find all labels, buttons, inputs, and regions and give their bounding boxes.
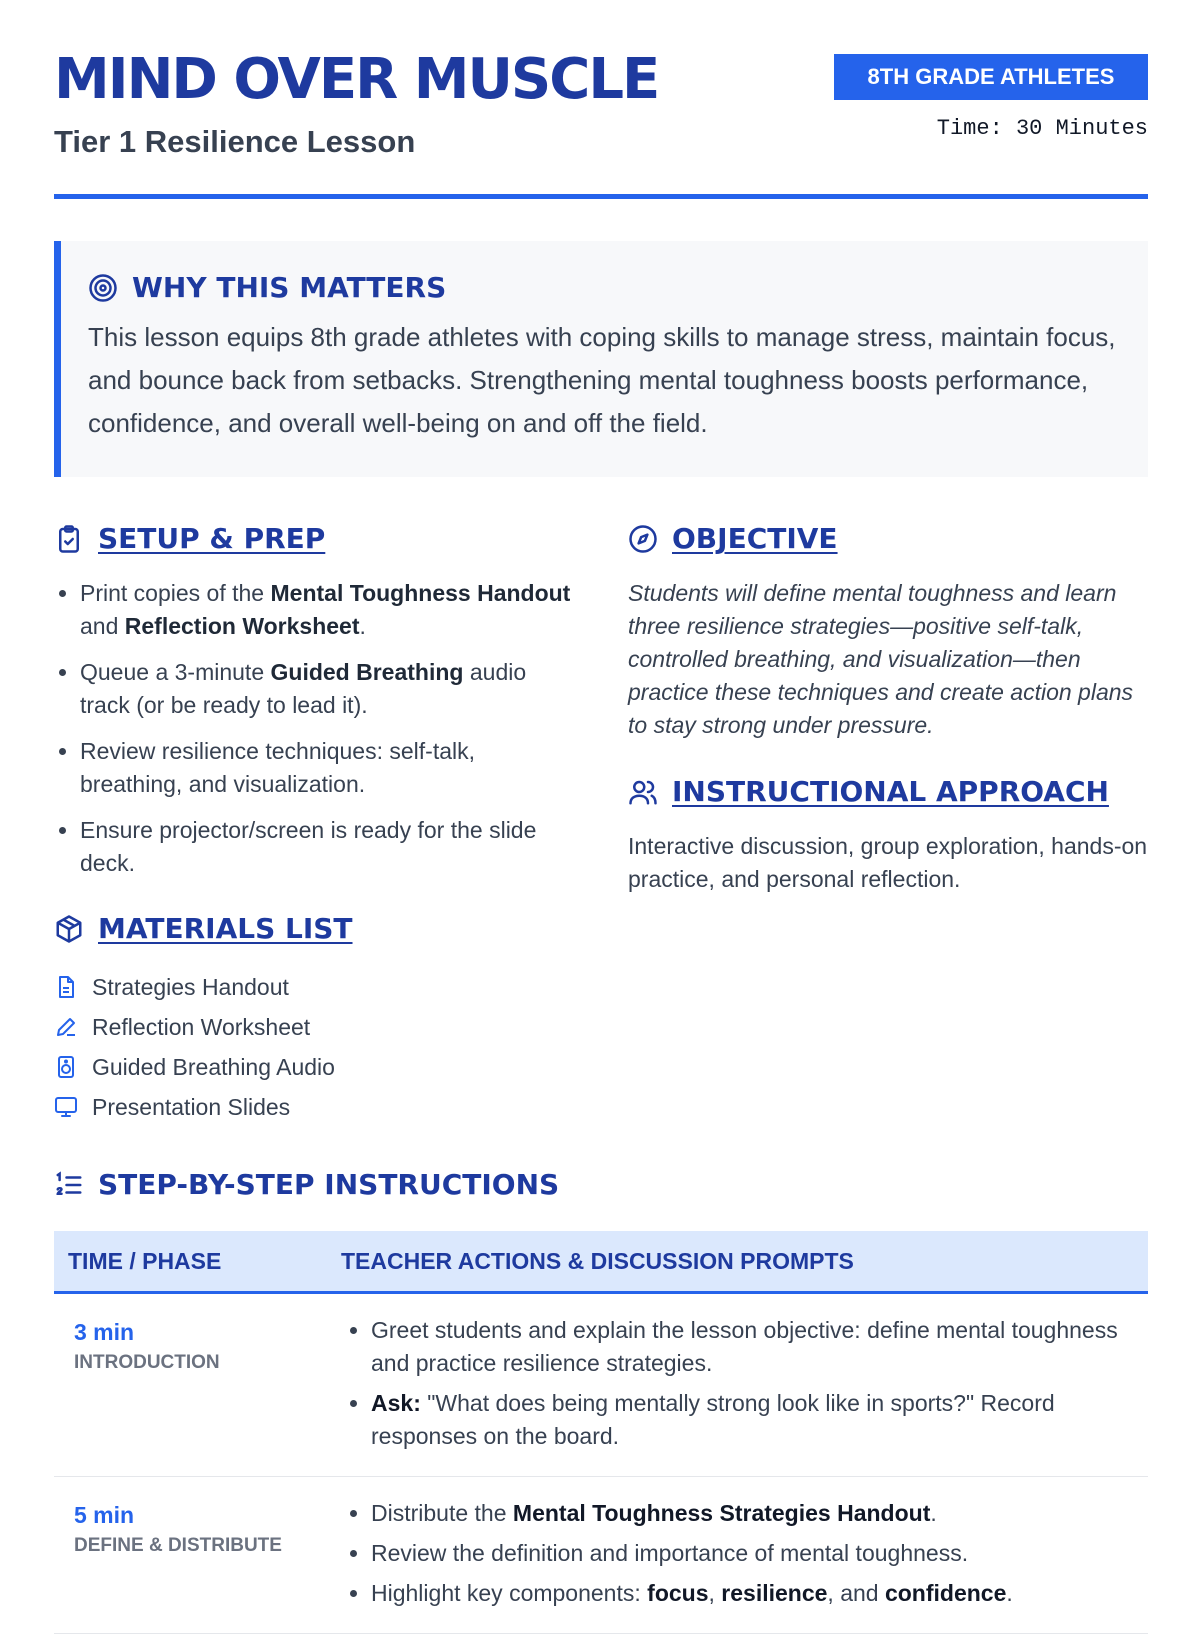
list-item: Guided Breathing Audio [54,1047,574,1087]
why-title: WHY THIS MATTERS [132,271,447,304]
compass-icon [628,524,658,554]
right-column [628,522,1148,896]
list-item: • Review the definition and importance of mental toughness. [371,1537,1148,1570]
steps-table [54,1231,1148,1634]
list-item: Reflection Worksheet [54,1007,574,1047]
why-this-matters-box [54,241,1148,477]
clipboard-check-icon [54,524,84,554]
lesson-plan [54,0,1148,1606]
table-row [54,1477,1148,1634]
objective-title: OBJECTIVE [672,522,838,555]
left-column [54,522,574,1127]
why-text: This lesson equips 8th grade athletes with coping skills to manage stress, maintain focus, and bounce back from setbacks. Strengthening mental toughness boosts performance, confidence, and overall well-being on and off the field. [88,322,1116,438]
column-header-time: TIME / PHASE [68,1247,222,1274]
list-item: • Ask: "What does being mentally strong look like in sports?" Record responses on the board. [371,1387,1148,1453]
box-icon [54,914,84,944]
users-icon [628,777,658,807]
pencil-icon [54,1015,78,1039]
phase-name: DEFINE & DISTRIBUTE [74,1535,282,1556]
phase-time: 5 min [74,1502,135,1528]
page-subtitle: Tier 1 Resilience Lesson [54,124,416,159]
list-item: • Highlight key components: focus, resilience, and confidence. [371,1577,1148,1610]
list-item: • Review resilience techniques: self-talk, breathing, and visualization. [80,735,574,801]
list-item: • Greet students and explain the lesson objective: define mental toughness and practice resilience strategies. [371,1314,1148,1380]
table-header [54,1231,1148,1294]
list-item: • Ensure projector/screen is ready for the slide deck. [80,814,574,880]
document-icon [54,975,78,999]
approach-title: INSTRUCTIONAL APPROACH [672,775,1109,808]
setup-title: SETUP & PREP [98,522,326,555]
list-item: Strategies Handout [54,967,574,1007]
header-divider [54,194,1148,199]
list-item: • Distribute the Mental Toughness Strategies Handout. [371,1497,1148,1530]
materials-title: MATERIALS LIST [98,912,353,945]
approach-text: Interactive discussion, group exploration, hands-on practice, and personal reflection. [628,833,1148,892]
page-title: MIND OVER MUSCLE [54,47,659,112]
materials-list [54,967,574,1127]
time-label: Time: 30 Minutes [936,116,1148,141]
list-item: Presentation Slides [54,1087,574,1127]
monitor-icon [54,1095,78,1119]
numbered-list-icon [54,1170,84,1200]
grade-badge: 8TH GRADE ATHLETES [834,54,1148,100]
target-icon [88,273,118,303]
phase-name: INTRODUCTION [74,1352,220,1373]
list-item: • Queue a 3-minute Guided Breathing audio track (or be ready to lead it). [80,656,574,722]
steps-heading [54,1168,559,1201]
header [54,0,1148,200]
column-header-actions: TEACHER ACTIONS & DISCUSSION PROMPTS [341,1247,854,1274]
speaker-icon [54,1055,78,1079]
list-item: • Print copies of the Mental Toughness Handout and Reflection Worksheet. [80,577,574,643]
setup-list [54,577,574,880]
table-row [54,1294,1148,1477]
steps-title: STEP-BY-STEP INSTRUCTIONS [98,1168,560,1201]
phase-time: 3 min [74,1319,135,1345]
objective-text: Students will define mental toughness and learn three resilience strategies—positive self-talk, controlled breathing, and visualization—then practice these techniques and create action plans to stay strong under pressure. [628,580,1134,738]
